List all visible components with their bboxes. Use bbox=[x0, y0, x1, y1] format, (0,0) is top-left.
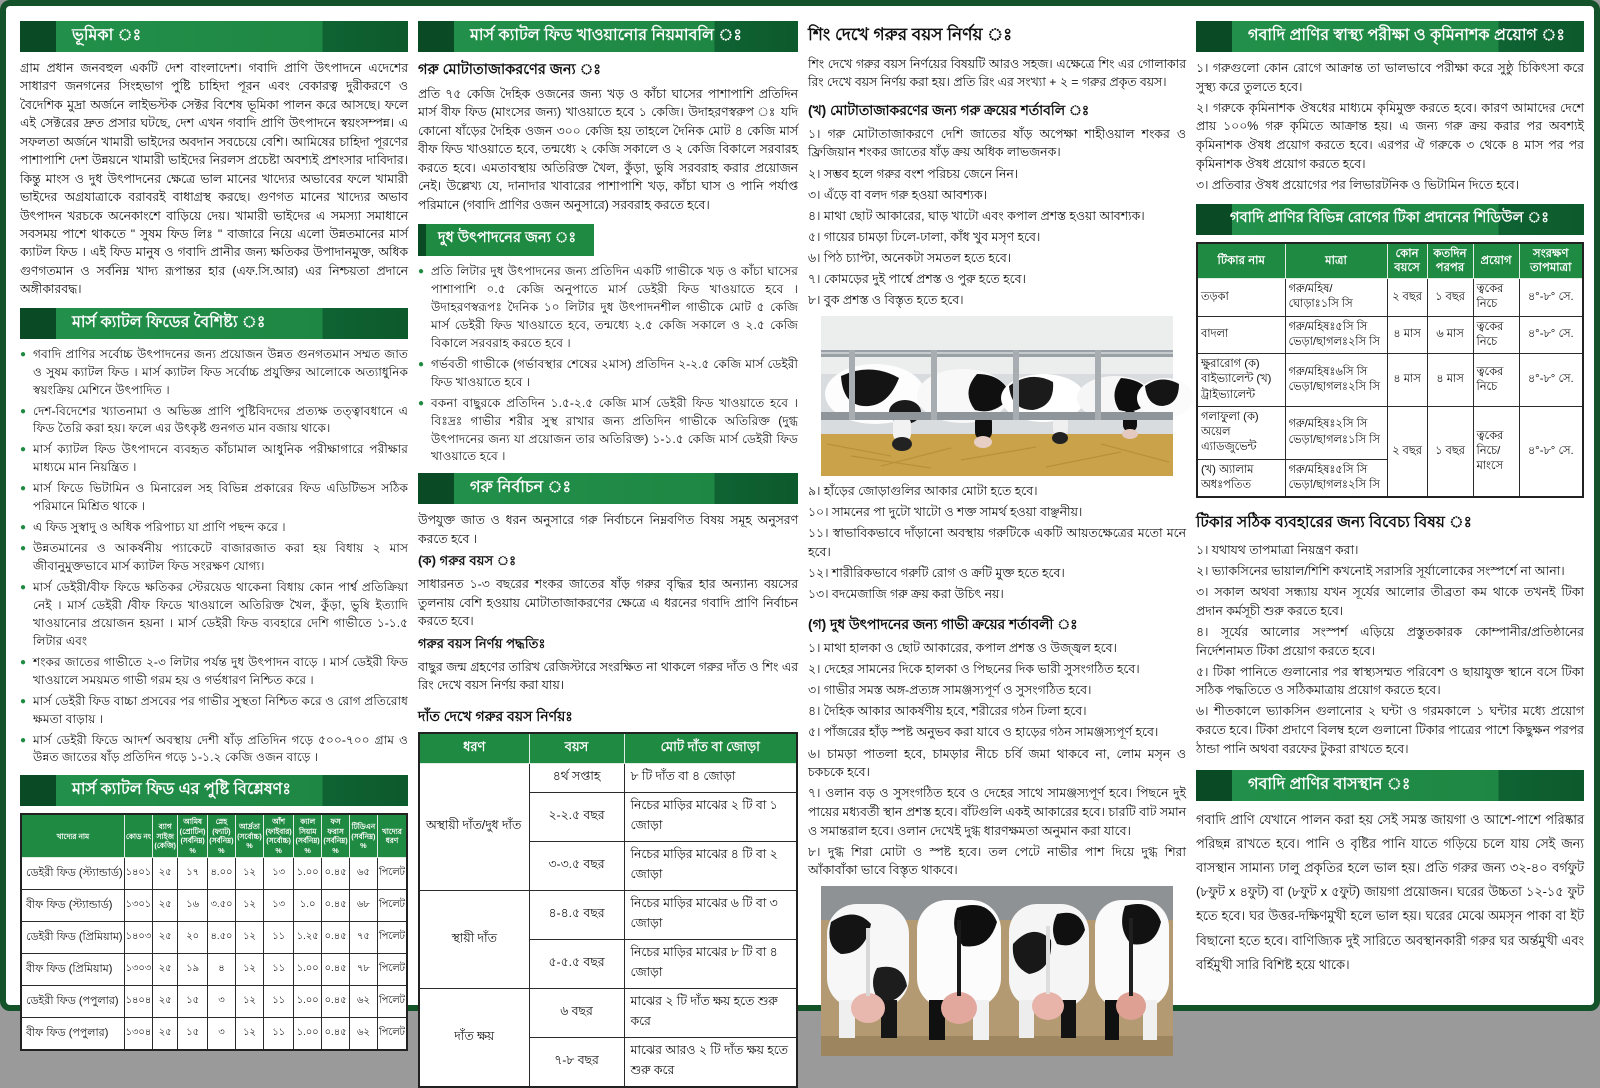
tdn-cell: ৬২ bbox=[349, 986, 377, 1018]
list-item bbox=[20, 403, 408, 439]
column-cow-selection bbox=[808, 18, 1186, 993]
teeth-count-cell: ৮ টি দাঁত বা ৪ জোড়া bbox=[624, 764, 797, 793]
table-row bbox=[21, 954, 407, 986]
list-item bbox=[20, 732, 408, 768]
list-item: ১। যথাযথ তাপমাত্রা নিয়ন্ত্রণ করা। bbox=[1196, 543, 1359, 558]
list-item: ৬। পিঠ চ্যাপ্টা, অনেকটা সমতল হতে হবে। bbox=[808, 251, 1012, 266]
dose-cell: গরু/মহিষঃ২সি সি ভেড়া/ছাগলঃ১সি সি bbox=[1285, 406, 1387, 459]
section-header-housing bbox=[1196, 770, 1584, 801]
section-header-features bbox=[20, 308, 408, 339]
section-title: গবাদি প্রাণির স্বাস্থ্য পরীক্ষা ও কৃমিনাশক প্রয়োগ ঃ bbox=[1248, 27, 1565, 44]
table-row bbox=[1197, 406, 1583, 459]
list-item: ৫। পাঁজরের হাঁড় স্পষ্ট অনুভব করা যাবে ও হাড়ের গঠন সামঞ্জস্যপূর্ণ হবে। bbox=[808, 725, 1159, 740]
calcium-cell: ১.২৫ bbox=[294, 922, 322, 954]
column-header: টিকার নাম bbox=[1197, 243, 1285, 278]
list-item: ১। গরুগুলো কোন রোগে আক্রান্ত তা ভালভাবে পরীক্ষা করে সুষ্ঠু চিকিৎসা করে সুস্থ্য করে তুলতে হবে। bbox=[1196, 61, 1584, 94]
health-list bbox=[1196, 59, 1584, 194]
table-row bbox=[419, 891, 797, 940]
bullet-icon: ● bbox=[20, 348, 27, 360]
teeth-count-cell: নিচের মাড়ির মাঝের ৮ টি বা ৪ জোড়া bbox=[624, 940, 797, 989]
protein-cell: ১৯ bbox=[178, 954, 208, 986]
fat-cell: ৩ bbox=[207, 1018, 235, 1051]
bullet-icon: ● bbox=[20, 695, 27, 707]
list-item: ৭। ওলান বড় ও সুসংগঠিত হবে ও দেহের সাথে সামঞ্জস্যপূর্ণ হবে। পিছনে দুই পায়ের মধ্যবর্তী স্থান প্রশস্ত হবে। বাঁটগুলি একই আকারের হবে। চারটি বাট সমান ও সমান্তরাল হবে। ওলান দেখেই দুগ্ধ ধারণক্ষমতা অনুমান করা যাবে। bbox=[808, 786, 1186, 838]
moisture-cell: ১২ bbox=[235, 1018, 263, 1051]
list-item: ৩। সকাল অথবা সন্ধ্যায় যখন সূর্যের আলোর তীব্রতা কম থাকে তখনই টিকা প্রদান কর্মসূচী শুরু করতে হবে। bbox=[1196, 585, 1584, 618]
section-header-vaccine bbox=[1196, 204, 1584, 235]
list-item: ১। গরু মোটাতাজাকরণে দেশি জাতের ষাঁড় অপেক্ষা শাহীওয়াল শংকর ও ফ্রিজিয়ান শংকর জাতের ষাঁড় ক্রয় অধিক লাভজনক। bbox=[808, 126, 1186, 160]
column-header: ধরণ bbox=[419, 733, 529, 764]
teeth-age-table bbox=[418, 732, 798, 1088]
route-cell: ত্বকের নিচে bbox=[1473, 316, 1519, 354]
column-header: প্রয়োগ bbox=[1473, 243, 1519, 278]
bullet-icon: ● bbox=[20, 734, 27, 746]
housing-paragraph: গবাদি প্রাণি যেখানে পালন করা হয় সেই সমস্ত জায়গা ও আশে-পাশে পরিষ্কার পরিছন্ন রাখতে হবে। পানি ও বৃষ্টির পানি যাতে গড়িয়ে চলে যায় সেই জন্য বাসস্থান সামান্য ঢালু প্রকৃতির হলে ভাল হয়। প্রতি গরুর জন্য ৩২-৪০ বর্গফুট (৮ফুট x ৪ফুট) বা (৮ফুট x ৫ফুট) জায়গা প্রয়োজন। ঘরের উচ্চতা ১২-১৫ ফুট হতে হবে। ঘর উত্তর-দক্ষিণমুখী হলে ভাল হয়। ঘরের মেঝে অমসৃন পাকা বা ইট বিছানো হতে হবে। বাণিজ্যিক দুই সারিতে অবস্থানকারী গরুর ঘর অর্ন্তমুখী এবং বর্হিমুখী সারি বিশিষ্ট হয়ে থাকে। bbox=[1196, 812, 1584, 972]
list-item: ১০। সামনের পা দুটো খাটো ও শক্ত সামর্থ হওয়া বাঞ্ছনীয়। bbox=[808, 504, 1083, 519]
table-row bbox=[1197, 316, 1583, 354]
fat-cell: ৩.৫০ bbox=[207, 890, 235, 922]
list-item: ৮। বুক প্রশস্ত ও বিস্তৃত হতে হবে। bbox=[808, 293, 964, 308]
list-item: ৬। চামড়া পাতলা হবে, চামড়ার নীচে চর্বি জমা থাকবে না, লোম মসৃন ও চকচকে হবে। bbox=[808, 746, 1186, 780]
column-header: আঁশ (ফাইবার) (সর্বোচ্চ) % bbox=[264, 814, 294, 857]
protein-cell: ১৭ bbox=[178, 858, 208, 890]
vaccine-name-cell: বাদলা bbox=[1197, 316, 1285, 354]
column-header: কতদিন পরপর bbox=[1427, 243, 1473, 278]
age-cell: ৪ মাস bbox=[1387, 354, 1427, 407]
section-title: দুধ উৎপাদনের জন্য ঃ bbox=[438, 230, 577, 247]
list-item: ২। দেহের সামনের দিকে হালকা ও পিছনের দিক ভারী সুসংগঠিত হবে। bbox=[808, 662, 1140, 677]
list-item bbox=[418, 356, 798, 392]
vaccine-name-cell: (খ) অ্যালাম অধঃপতিত bbox=[1197, 459, 1285, 497]
section-title: গবাদি প্রাণির বাসস্থান ঃ bbox=[1248, 776, 1411, 794]
nutrition-header-row bbox=[21, 814, 407, 857]
age-cell: ৪র্থ সপ্তাহ bbox=[529, 764, 624, 793]
list-item bbox=[20, 480, 408, 516]
phosphorus-cell: ০.৪৫ bbox=[322, 890, 350, 922]
horn-age-paragraph: শিং দেখে গরুর বয়স নির্ণয়ের বিষয়টি আরও সহজ। এক্ষেত্রে শিং এর গোলাকার রিং দেখে বয়স নির্ণয় করা হয়। প্রতি রিং এর সংখ্যা + ২ = গরুর প্রকৃত বয়স। bbox=[808, 57, 1186, 90]
column-header: টিডিএন (সর্বনিম্ন) % bbox=[349, 814, 377, 857]
bullet-icon: ● bbox=[418, 397, 425, 409]
feed-type-cell: পিলেট bbox=[377, 922, 407, 954]
protein-cell: ১৬ bbox=[178, 890, 208, 922]
temperature-cell: ৪°-৮° সে. bbox=[1519, 316, 1583, 354]
section-header-nutrition bbox=[20, 775, 408, 806]
horn-age-title: শিং দেখে গরুর বয়স নির্ণয় ঃ bbox=[808, 25, 1013, 44]
column-header: মোট দাঁত বা জোড়া bbox=[624, 733, 797, 764]
bag-size-cell: ২৫ bbox=[153, 922, 178, 954]
dairy-cows-rear-photo bbox=[821, 886, 1173, 1056]
list-item bbox=[20, 519, 408, 537]
buy-milk-list bbox=[808, 639, 1186, 880]
calcium-cell: ১.০০ bbox=[294, 986, 322, 1018]
buy-fattening-list-2 bbox=[808, 482, 1186, 604]
section-header-milk bbox=[418, 224, 594, 256]
teeth-count-cell: নিচের মাড়ির মাঝের ৬ টি বা ৩ জোড়া bbox=[624, 891, 797, 940]
bullet-icon: ● bbox=[20, 405, 27, 417]
vaccine-name-cell: ক্ষুরারোগ (ক) বাইভ্যালেন্ট (খ) ট্রাইভ্যালেন্ট bbox=[1197, 354, 1285, 407]
feature-text: মার্স ডেইরী/বীফ ফিডে ক্ষতিকর স্টেরয়েড থাকেনা বিধায় কোন পার্শ্ব প্রতিক্রিয়া নেই । মার্স ডেইরী /বীফ ফিডে খাওয়ালে অতিরিক্ত খৈল, কুঁড়া, ভুষি ইত্যাদি খাওয়ানোর প্রয়োজন হয়না । মার্স ডেইরী ফিড ব্যবহারে দেশি গাভীতে ১-১.৫ লিটার এবং bbox=[33, 580, 408, 648]
age-paragraph: সাধারনত ১-৩ বছরের শংকর জাতের ষাঁড় গরুর বৃদ্ধির হার অন্যান্য বয়সের তুলনায় বেশি হওয়ায় মোটাতাজাকরণের ক্ষেত্রে এ ধরনের গবাদি প্রাণি নির্বাচন করতে হবে। bbox=[418, 577, 798, 629]
milk-item-text: প্রতি লিটার দুধ উৎপাদনের জন্য প্রতিদিন একটি গাভীকে খড় ও কাঁচা ঘাসের পাশাপাশি ০.৫ কেজি অনুপাতে মার্স ডেইরী ফিড খাওয়াতে হবে । উদাহরণস্বরূপঃ দৈনিক ১০ লিটার দুধ উৎপাদনশীল গাভীকে মোট ৫ কেজি মার্স ডেইরী ফিড খাওয়াতে হবে, তন্মধ্যে ২.৫ কেজি সকালে ও ২.৫ কেজি বিকালে সরবরাহ করতে হবে । bbox=[431, 264, 798, 350]
moisture-cell: ১২ bbox=[235, 922, 263, 954]
list-item: ৯। হাঁড়ের জোড়াগুলির আকার মোটা হতে হবে। bbox=[808, 483, 1038, 498]
feed-name-cell: ডেইরী ফিড (স্ট্যান্ডার্ড) bbox=[21, 858, 124, 890]
section-title: ভূমিকা ঃ bbox=[72, 27, 142, 44]
column-header: খাদ্যের নাম bbox=[21, 814, 124, 857]
list-item: ৪। মাথা ছোট আকারের, ঘাড় খাটো এবং কপাল প্রশস্ত হওয়া আবশ্যক। bbox=[808, 208, 1145, 223]
cattle-feeding-photo bbox=[821, 316, 1173, 476]
phosphorus-cell: ০.৪৫ bbox=[322, 986, 350, 1018]
table-row bbox=[1197, 279, 1583, 317]
age-cell: ৪ মাস bbox=[1387, 316, 1427, 354]
column-header: আর্দ্রতা (সর্বোচ্চ) % bbox=[235, 814, 263, 857]
section-title: গবাদি প্রাণির বিভিন্ন রোগের টিকা প্রদানের শিডিউল ঃ bbox=[1230, 209, 1549, 226]
list-item bbox=[418, 395, 798, 467]
feed-name-cell: বীফ ফিড (পপুলার) bbox=[21, 1018, 124, 1051]
moisture-cell: ১২ bbox=[235, 858, 263, 890]
fat-cell: ৪.০০ bbox=[207, 858, 235, 890]
bag-size-cell: ২৫ bbox=[153, 858, 178, 890]
bullet-icon: ● bbox=[20, 522, 27, 534]
teeth-count-cell: নিচের মাড়ির মাঝের ২ টি বা ১ জোড়া bbox=[624, 793, 797, 842]
column-header: কোন বয়সে bbox=[1387, 243, 1427, 278]
fattening-subtitle: গরু মোটাতাজাকরণের জন্য ঃ bbox=[418, 62, 602, 78]
table-row bbox=[419, 764, 797, 793]
age-cell: ৩-৩.৫ বছর bbox=[529, 842, 624, 891]
feature-text: গবাদি প্রাণির সর্বোচ্চ উৎপাদনের জন্য প্রয়োজন উন্নত গুনগতমান সম্মত জাত ও সুষম ক্যাটল ফিড । মার্স ক্যাটল ফিড সর্বোচ্চ প্রযুক্তির আলোকে অত্যাধুনিক স্বয়ংক্রিয় মেশিনে উৎপাদিত । bbox=[33, 346, 408, 397]
age-cell: ২ বছর bbox=[1387, 406, 1427, 497]
fiber-cell: ১৩ bbox=[264, 858, 294, 890]
nutrition-table bbox=[20, 813, 408, 1051]
column-feeding-rules bbox=[418, 18, 798, 1078]
phosphorus-cell: ০.৪৫ bbox=[322, 954, 350, 986]
fiber-cell: ১১ bbox=[264, 954, 294, 986]
tdn-cell: ৭৫ bbox=[349, 922, 377, 954]
column-header: সংরক্ষণ তাপমাত্রা bbox=[1519, 243, 1583, 278]
age-cell: ২ বছর bbox=[1387, 279, 1427, 317]
vaccine-header-row bbox=[1197, 243, 1583, 278]
section-header-health bbox=[1196, 21, 1584, 52]
section-title: মার্স ক্যাটল ফিড এর পুষ্টি বিশ্লেষণঃ bbox=[72, 781, 291, 799]
column-header: কোড নং bbox=[124, 814, 152, 857]
moisture-cell: ১২ bbox=[235, 986, 263, 1018]
feed-name-cell: ডেইরী ফিড (পপুলার) bbox=[21, 986, 124, 1018]
list-item: ১। মাথা হালকা ও ছোট আকারের, কপাল প্রশস্ত ও উজ্জ্বল হবে। bbox=[808, 641, 1117, 656]
column-header: মাত্রা bbox=[1285, 243, 1387, 278]
list-item: ১৩। বদমেজাজি গরু ক্রয় করা উচিৎ নয়। bbox=[808, 586, 1004, 601]
section-header-rules bbox=[418, 21, 798, 52]
bullet-icon: ● bbox=[20, 582, 27, 593]
teeth-count-cell: মাঝের ২ টি দাঁত ক্ষয় হতে শুরু করে bbox=[624, 989, 797, 1038]
feed-name-cell: বীফ ফিড (স্ট্যান্ডার্ড) bbox=[21, 890, 124, 922]
age-cell: ৭-৮ বছর bbox=[529, 1038, 624, 1088]
column-header: স্নেহ (ফ্যাট) (সর্বনিম্ন) % bbox=[207, 814, 235, 857]
list-item: ৮। দুগ্ধ শিরা মোটা ও স্পষ্ট হবে। তল পেটে নাভীর পাশ দিয়ে দুগ্ধ শিরা আঁকাবাঁকা ভাবে বিস্তৃত থাকবে। bbox=[808, 844, 1186, 878]
code-cell: ১৩০৪ bbox=[124, 1018, 152, 1051]
temperature-cell: ৪°-৮° সে. bbox=[1519, 406, 1583, 497]
list-item: ৪। দৈহিক আকার আকর্ষণীয় হবে, শরীরের গঠন ঢিলা হবে। bbox=[808, 704, 1087, 719]
feed-type-cell: পিলেট bbox=[377, 954, 407, 986]
age-cell: ৬ বছর bbox=[529, 989, 624, 1038]
list-item bbox=[418, 263, 798, 353]
fattening-paragraph: প্রতি ৭৫ কেজি দৈহিক ওজনের জন্য খড় ও কাঁচা ঘাসের পাশাপাশি প্রতিদিন মার্স বীফ ফিড (মাংসের জন্য) খাওয়াতে হবে ১ কেজি। উদাহরণস্বরুপ ঃ যদি কোনো ষাঁড়ের দৈহিক ওজন ৩০০ কেজি হয় তাহলে দৈনিক মোট ৪ কেজি মার্স বীফ ফিড খাওয়াতে হবে, তন্মধ্যে ২ কেজি সকালে ও ২ কেজি বিকালে সরবারহ করতে হবে। এমতাবস্থায় অতিরিক্ত খৈল, কুঁড়া, ভুষি সরবরাহ করার প্রয়োজন নেই। উল্লেখ্য যে, দানাদার খাবারের পাশাপাশি খড়, কাঁচা ঘাস ও পানি পর্যাপ্ত পরিমানে (গবাদি প্রাণির ওজন অনুসারে) সরবরাহ করতে হবে। bbox=[418, 87, 798, 212]
features-list bbox=[20, 346, 408, 768]
list-item: ৬। শীতকালে ভ্যাকসিন গুলানোর ২ ঘন্টা ও গরমকালে ১ ঘন্টার মধ্যে প্রয়োগ করতে হবে। টিকা প্রদাণে বিলম্ব হলে গুলানো টিকার পাত্রের পাশে কিছুক্ষন পরপর ঠান্ডা পানি অথবা বরফের টুকরা রাখতে হবে। bbox=[1196, 704, 1584, 756]
code-cell: ১৪০৪ bbox=[124, 986, 152, 1018]
calcium-cell: ১.০০ bbox=[294, 954, 322, 986]
column-header: খাদ্যের ধরণ bbox=[377, 814, 407, 857]
section-title: মার্স ক্যাটল ফিডের বৈশিষ্ট্য ঃ bbox=[72, 313, 266, 331]
protein-cell: ১৫ bbox=[178, 1018, 208, 1051]
table-row bbox=[1197, 354, 1583, 407]
dose-cell: গরু/মহিষঃ৫সি সি ভেড়া/ছাগলঃ২সি সি bbox=[1285, 316, 1387, 354]
dose-cell: গরু/মহিষ/ ঘোড়াঃ১সি সি bbox=[1285, 279, 1387, 317]
intro-paragraph: গ্রাম প্রধান জনবহুল একটি দেশ বাংলাদেশ। গবাদি প্রাণি উৎপাদনে এদেশের সাধারণ জনগনের সিংহভাগ পুষ্টি চাহিদা পূরন এবং বেকারত্ব দুরীকরণে ও বৈদেশিক মুদ্রা অর্জনে লাইভস্টক সেক্টর বিশেষ ভূমিকা পালন করে আসছে। ফলে এই সেক্টরের দ্রুত প্রসার ঘটছে, দেশ এখন গবাদি প্রাণি উৎপাদনে স্বয়ংসম্পন্ন। এ সফলতা অর্জনে খামারী ভাইদের অবদান সবচেয়ে বেশি। আমিষের চাহিদা পূরণের পাশাপাশি দেশ উন্নয়নে খামারী ভাইদের নিরলস প্রচেষ্টা অবশ্যই প্রশংসার দাবিদার। কিন্তু মাংস ও দুধ উৎপাদনের ক্ষেত্রে ভাল মানের খাদ্যের অভাবের ফলে খামারী ভাইদের অগ্রযাত্রাকে বরাবরই বাধাগ্রস্থ করছে। গুণগত মানের খাদ্যের অভাব উৎপাদন খরচকে অনেকাংশে বাড়িয়ে দেয়। খামারী ভাইদের এ সমস্যা সমাধানে সবসময় পাশে থাকতে " সুষম ফিড লিঃ " বাজারে নিয়ে এলো উন্নতমানের মার্স ক্যাটল ফিড । এই ফিড মানুষ ও গবাদি প্রানীর জন্য ক্ষতিকর উপাদানমুক্ত, অধিক গুণগতমান ও সর্বনিম্ন খাদ্য রূপান্তর হার (এফ.সি.আর) এর নিশ্চয়তা প্রদানে অঙ্গীকারবদ্ধ। bbox=[20, 61, 408, 297]
milk-item-text: গর্ভবতী গাভীকে (গর্ভাবস্থার শেষের ২মাস) প্রতিদিন ২-২.৫ কেজি মার্স ডেইরী ফিড খাওয়াতে হবে । bbox=[431, 356, 798, 389]
bullet-icon: ● bbox=[20, 543, 27, 555]
feature-text: মার্স ফিডে ভিটামিন ও মিনারেল সহ বিভিন্ন প্রকারের ফিড এডিটিভস সঠিক পরিমানে মিশ্রিত থাকে । bbox=[33, 481, 408, 514]
bag-size-cell: ২৫ bbox=[153, 986, 178, 1018]
section-header-intro bbox=[20, 21, 408, 52]
protein-cell: ২০ bbox=[178, 922, 208, 954]
list-item bbox=[20, 654, 408, 690]
list-item bbox=[20, 693, 408, 729]
buy-fattening-title: (খ) মোটাতাজাকরণের জন্য গরু ক্রয়ের শর্তাবলি ঃ bbox=[808, 102, 1090, 118]
section-title: গরু নির্বাচন ঃ bbox=[470, 479, 572, 497]
code-cell: ১৪০৩ bbox=[124, 922, 152, 954]
phosphorus-cell: ০.৪৫ bbox=[322, 858, 350, 890]
list-item bbox=[20, 540, 408, 576]
feed-name-cell: ডেইরী ফিড (প্রিমিয়াম) bbox=[21, 922, 124, 954]
table-row bbox=[419, 989, 797, 1038]
protein-cell: ১৫ bbox=[178, 986, 208, 1018]
temperature-cell: ৪°-৮° সে. bbox=[1519, 354, 1583, 407]
interval-cell: ৪ মাস bbox=[1427, 354, 1473, 407]
age-subtitle: (ক) গরুর বয়স ঃ bbox=[418, 553, 517, 569]
list-item: ৩। এঁড়ে বা বলদ গরু হওয়া আবশ্যক। bbox=[808, 187, 988, 202]
tooth-type-cell: স্থায়ী দাঁত bbox=[419, 891, 529, 989]
table-row bbox=[21, 922, 407, 954]
section-title: মার্স ক্যাটল ফিড খাওয়ানোর নিয়মাবলি ঃ bbox=[470, 27, 742, 44]
list-item: ৫। গায়ের চামড়া ঢিলে-ঢালা, কাঁধ খুব মসৃণ হবে। bbox=[808, 229, 1041, 244]
bullet-icon: ● bbox=[20, 656, 27, 668]
phosphorus-cell: ০.৪৫ bbox=[322, 922, 350, 954]
moisture-cell: ১২ bbox=[235, 954, 263, 986]
column-intro bbox=[20, 18, 408, 1040]
route-cell: ত্বকের নিচে/ মাংসে bbox=[1473, 406, 1519, 497]
code-cell: ১৩০১ bbox=[124, 890, 152, 922]
age-method-subtitle: গরুর বয়স নির্ণয় পদ্ধতিঃ bbox=[418, 635, 546, 651]
age-cell: ৪-৪.৫ বছর bbox=[529, 891, 624, 940]
fat-cell: ৩ bbox=[207, 986, 235, 1018]
column-header: বয়স bbox=[529, 733, 624, 764]
bullet-icon: ● bbox=[418, 358, 425, 370]
tooth-type-cell: দাঁত ক্ষয় bbox=[419, 989, 529, 1088]
tdn-cell: ৬৫ bbox=[349, 858, 377, 890]
interval-cell: ১ বছর bbox=[1427, 279, 1473, 317]
table-row bbox=[21, 858, 407, 890]
feature-text: মার্স ডেইরী ফিড বাচ্চা প্রসবের পর গাভীর সুস্থতা নিশ্চিত করে ও রোগ প্রতিরোধ ক্ষমতা বাড়ায় । bbox=[33, 693, 408, 726]
list-item: ১২। শারীরিকভাবে গরুটি রোগ ও ক্রটি মুক্ত হতে হবে। bbox=[808, 565, 1065, 580]
column-header: আমিষ (প্রোটিন) (সর্বনিম্ন) % bbox=[178, 814, 208, 857]
temperature-cell: ৪°-৮° সে. bbox=[1519, 279, 1583, 317]
milk-item-text: বকনা বাছুরকে প্রতিদিন ১.৫-২.৫ কেজি মার্স ডেইরী ফিড খাওয়াতে হবে । বিঃদ্রঃ গাভীর শরীর সুস্থ রাখার জন্য প্রতিদিন গাভীকে অতিরিক্ত (দুগ্ধ উৎপাদনের জন্য যা প্রয়োজন তার অতিরিক্ত) ১-১.৫ কেজি মার্স ডেইরী ফিড খাওয়াতে হবে । bbox=[431, 395, 798, 464]
bullet-icon: ● bbox=[20, 444, 27, 456]
column-header: ব্যাগ সাইজ (কেজি) bbox=[153, 814, 178, 857]
vaccine-name-cell: তড়কা bbox=[1197, 279, 1285, 317]
teeth-count-cell: নিচের মাড়ির মাঝের ৪ টি বা ২ জোড়া bbox=[624, 842, 797, 891]
interval-cell: ১ বছর bbox=[1427, 406, 1473, 497]
table-row bbox=[21, 890, 407, 922]
milk-feeding-list bbox=[418, 263, 798, 466]
interval-cell: ৬ মাস bbox=[1427, 316, 1473, 354]
moisture-cell: ১২ bbox=[235, 890, 263, 922]
column-header: ফস ফরাস (সর্বনিম্ন) % bbox=[322, 814, 350, 857]
list-item: ৩। গাভীর সমস্ত অঙ্গ-প্রত্যঙ্গ সামঞ্জস্যপূর্ণ ও সুসংগঠিত হবে। bbox=[808, 683, 1092, 698]
age-method-paragraph: বাছুর জন্ম গ্রহণের তারিখ রেজিস্টারে সংরক্ষিত না থাকলে গরুর দাঁত ও শিং এর রিং দেখে বয়স নির্ণয় করা যায়। bbox=[418, 659, 798, 692]
age-cell: ৫-৫.৫ বছর bbox=[529, 940, 624, 989]
tdn-cell: ৭৮ bbox=[349, 954, 377, 986]
list-item bbox=[20, 346, 408, 400]
fiber-cell: ১১ bbox=[264, 922, 294, 954]
vaccine-usage-title: টিকার সঠিক ব্যবহারের জন্য বিবেচ্য বিষয় ঃ bbox=[1196, 514, 1472, 532]
feature-text: দেশ-বিদেশের খ্যাতনামা ও অভিজ্ঞ প্রাণি পুষ্টিবিদদের প্রত্যক্ষ তত্ত্বাবধানে এ ফিড তৈরি করা হয়। ফলে এর উৎকৃষ্ট গুনগত মান বজায় থাকে। bbox=[33, 403, 408, 436]
column-header: ক্যাল সিয়াম (সর্বনিম্ন) % bbox=[294, 814, 322, 857]
column-health-housing bbox=[1196, 18, 1584, 993]
teeth-count-cell: মাঝের আরও ২ টি দাঁত ক্ষয় হতে শুরু করে bbox=[624, 1038, 797, 1088]
list-item: ২। ভ্যাকসিনের ভায়াল/শিশি কখনোই সরাসরি সূর্যালোকের সংস্পর্শে না আনা। bbox=[1196, 564, 1565, 579]
buy-fattening-list-1 bbox=[808, 125, 1186, 310]
tdn-cell: ৬২ bbox=[349, 1018, 377, 1051]
teeth-table-title: দাঁত দেখে গরুর বয়স নির্ণয়ঃ bbox=[418, 708, 573, 725]
fat-cell: ৪ bbox=[207, 954, 235, 986]
selection-paragraph: উপযুক্ত জাত ও ধরন অনুসারে গরু নির্বাচনে নিম্নবণিত বিষয় সমূহ অনুসরণ করতে হবে । bbox=[418, 513, 798, 546]
feature-text: মার্স ডেইরী ফিডে আদর্শ অবস্থায় দেশী ষাঁড় প্রতিদিন গড়ে ৫০০-৭০০ গ্রাম ও উন্নত জাতের ষাঁড় প্রতিদিন গড়ে ১-১.২ কেজি ওজন বাড়ে । bbox=[33, 732, 408, 765]
vaccine-name-cell: গলাফুলা (ক) অয়েল এ্যাডজুভেন্ট bbox=[1197, 406, 1285, 459]
list-item bbox=[20, 441, 408, 477]
list-item: ৪। সূর্যের আলোর সংস্পর্শ এড়িয়ে প্রস্তুতকারক কোম্পানীর/প্রতিষ্ঠানের নির্দেশনামত টিকা প্রয়োগ করতে হবে। bbox=[1196, 625, 1584, 658]
feed-name-cell: বীফ ফিড (প্রিমিয়াম) bbox=[21, 954, 124, 986]
bag-size-cell: ২৫ bbox=[153, 1018, 178, 1051]
list-item: ১১। স্বাভাবিকভাবে দাঁড়ানো অবস্থায় গরুটিকে একটি আয়তক্ষেত্রের মতো মনে হবে। bbox=[808, 526, 1186, 559]
buy-milk-title: (গ) দুধ উৎপাদনের জন্য গাভী ক্রয়ের শর্তাবলী ঃ bbox=[808, 617, 1078, 633]
table-row bbox=[21, 1018, 407, 1051]
feature-text: এ ফিড সুস্বাদু ও অধিক পরিপাচ্য যা প্রাণি পছন্দ করে । bbox=[33, 520, 286, 535]
bullet-icon: ● bbox=[20, 483, 27, 495]
route-cell: ত্বকের নিচে bbox=[1473, 279, 1519, 317]
list-item: ৭। কোমড়ের দুই পার্শ্বে প্রশস্ত ও পুরু হতে হবে। bbox=[808, 272, 1026, 287]
feature-text: উন্নতমানের ও আকর্ষনীয় প্যাকেটে বাজারজাত করা হয় বিধায় ২ মাস জীবানুমুক্তভাবে মার্স ক্যাটল ফিড সংরক্ষণ যোগ্য। bbox=[33, 541, 408, 574]
fiber-cell: ১৩ bbox=[264, 890, 294, 922]
list-item: ২। সম্ভব হলে গরুর বংশ পরিচয় জেনে নিন। bbox=[808, 166, 1019, 181]
tooth-type-cell: অস্থায়ী দাঁত/দুধ দাঁত bbox=[419, 764, 529, 891]
route-cell: ত্বকের নিচে bbox=[1473, 354, 1519, 407]
section-header-selection bbox=[418, 473, 798, 504]
table-row bbox=[21, 986, 407, 1018]
age-cell: ২-২.৫ বছর bbox=[529, 793, 624, 842]
bag-size-cell: ২৫ bbox=[153, 954, 178, 986]
code-cell: ১৩০৩ bbox=[124, 954, 152, 986]
feature-text: শংকর জাতের গাভীতে ২-৩ লিটার পর্যন্ত দুধ উৎপাদন বাড়ে । মার্স ডেইরী ফিড খাওয়ালে সময়মত গাভী গরম হয় ও গর্ভধারণ নিশ্চিত করে । bbox=[33, 654, 408, 687]
list-item: ২। গরুকে কৃমিনাশক ঔষধের মাধ্যমে কৃমিমুক্ত করতে হবে। কারণ আমাদের দেশে প্রায় ১০০% গরু কৃমিতে আক্রান্ত হয়। এ জন্য গরু ক্রয় করার পর অবশ্যই কৃমিনাশক ঔষধ প্রয়োগ করতে হবে। এরপর ঐ গরুকে ৩ থেকে ৪ মাস পর পর কৃমিনাশক ঔষধ প্রয়োগ করতে হবে। bbox=[1196, 100, 1584, 171]
dose-cell: গরু/মহিষঃ৬সি সি ভেড়া/ছাগলঃ২সি সি bbox=[1285, 354, 1387, 407]
list-item: ৫। টিকা পানিতে গুলানোর পর স্বাস্থ্যসম্মত পরিবেশ ও ছায়াযুক্ত স্থানে বসে টিকা সঠিক পদ্ধতিতে ও সঠিকমাত্রায় প্রয়োগ করতে হবে। bbox=[1196, 664, 1584, 698]
fat-cell: ৪.৫০ bbox=[207, 922, 235, 954]
list-item: ৩। প্রতিবার ঔষধ প্রয়োগের পর লিভারটনিক ও ভিটামিন দিতে হবে। bbox=[1196, 177, 1520, 192]
calcium-cell: ১.০০ bbox=[294, 1018, 322, 1051]
phosphorus-cell: ০.৪৫ bbox=[322, 1018, 350, 1051]
vaccine-schedule-table bbox=[1196, 242, 1584, 498]
bag-size-cell: ২৫ bbox=[153, 890, 178, 922]
fiber-cell: ১১ bbox=[264, 1018, 294, 1051]
calcium-cell: ১.০০ bbox=[294, 858, 322, 890]
feed-type-cell: পিলেট bbox=[377, 1018, 407, 1051]
fiber-cell: ১১ bbox=[264, 986, 294, 1018]
code-cell: ১৪০১ bbox=[124, 858, 152, 890]
feed-type-cell: পিলেট bbox=[377, 890, 407, 922]
feature-text: মার্স ক্যাটল ফিড উৎপাদনে ব্যবহৃত কাঁচামাল আধুনিক পরীক্ষাগারে পরীক্ষার মাধ্যমে মান নিয়ন্ত্রিত । bbox=[33, 442, 408, 475]
calcium-cell: ১.০ bbox=[294, 890, 322, 922]
list-item bbox=[20, 579, 408, 651]
feed-type-cell: পিলেট bbox=[377, 986, 407, 1018]
bullet-icon: ● bbox=[418, 266, 425, 278]
tdn-cell: ৬৮ bbox=[349, 890, 377, 922]
vaccine-usage-list bbox=[1196, 541, 1584, 758]
dose-cell: গরু/মহিষঃ৫সি সি ভেড়া/ছাগলঃ২সি সি bbox=[1285, 459, 1387, 497]
teeth-header-row bbox=[419, 733, 797, 764]
feed-type-cell: পিলেট bbox=[377, 858, 407, 890]
